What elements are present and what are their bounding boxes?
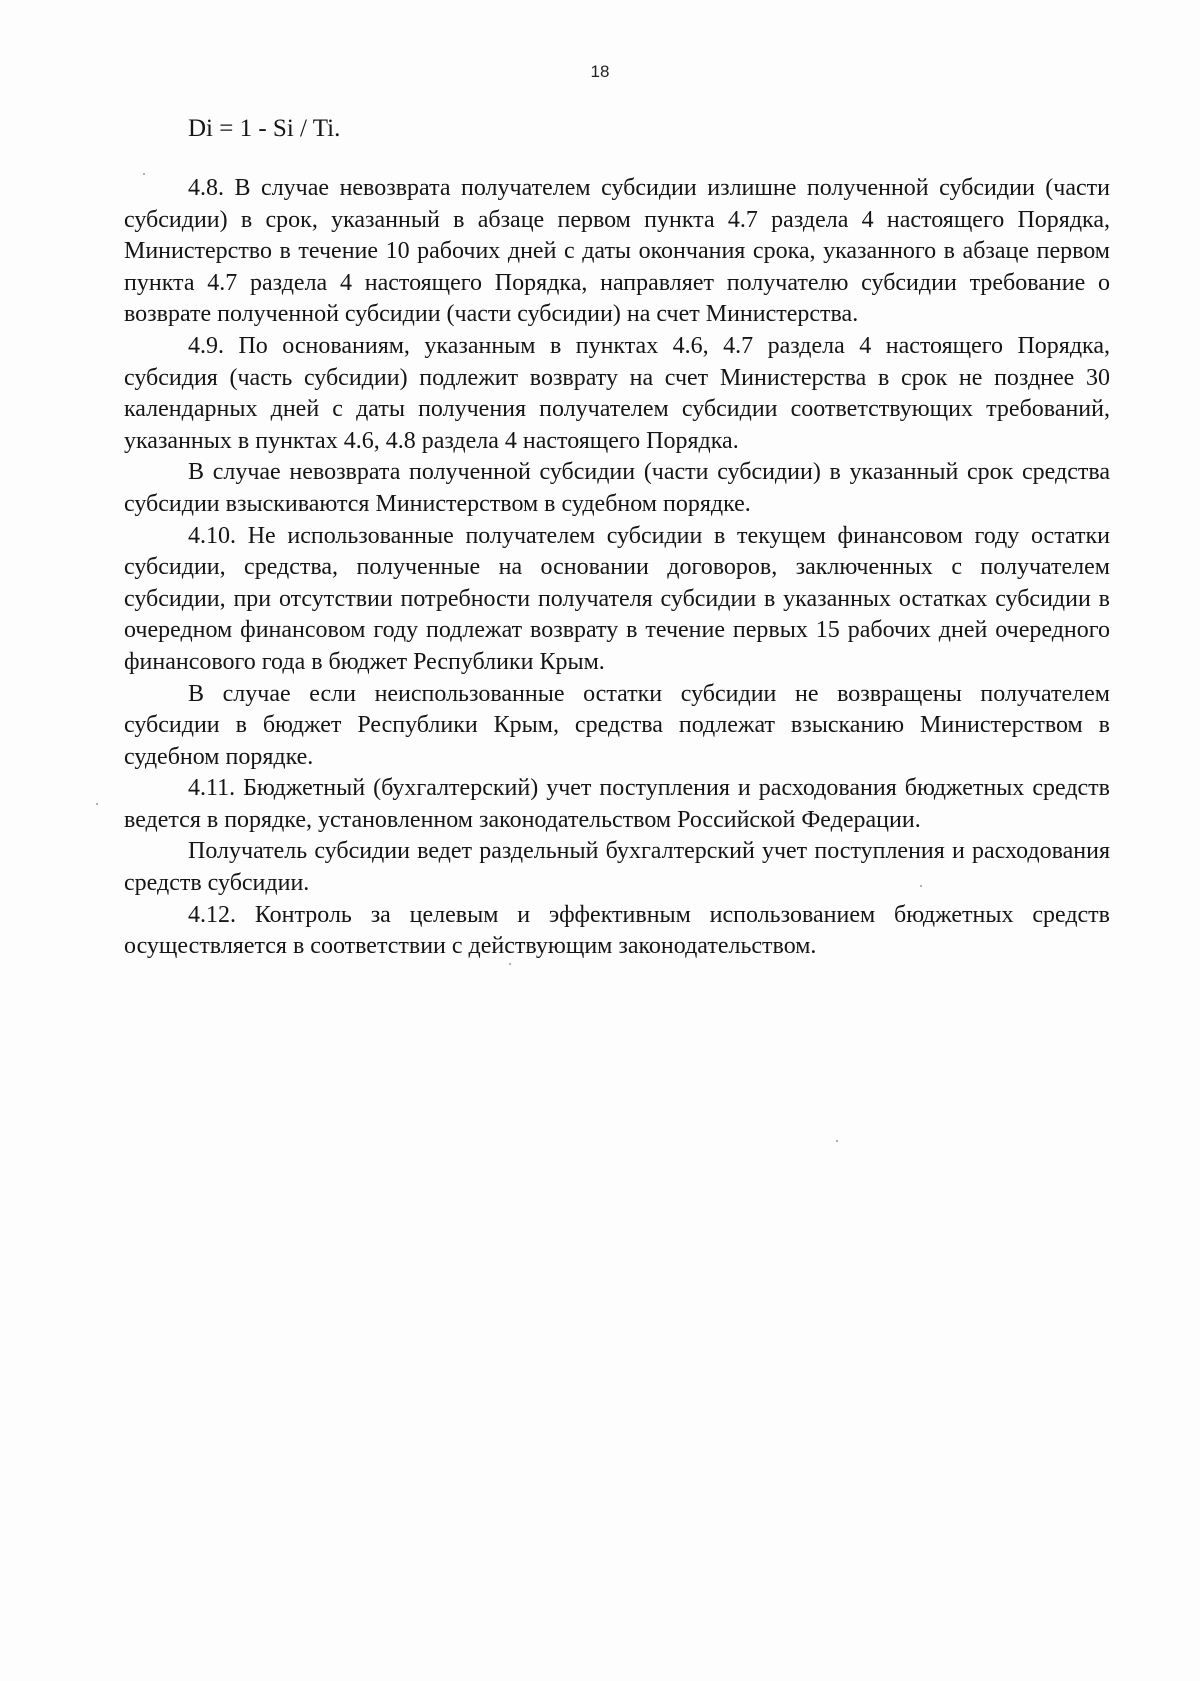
document-body <box>124 173 1110 963</box>
paragraph-4-8: 4.8. В случае невозврата получателем субсидии излишне полученной субсидии (части субсидии) в срок, указанный в абзаце первом пункта 4.7 раздела 4 настоящего Порядка, Министерство в течение 10 рабочих дней с даты окончания срока, указанного в абзаце первом пункта 4.7 раздела 4 настоящего Порядка, направляет получателю субсидии требование о возврате полученной субсидии (части субсидии) на счет Министерства. <box>124 175 1110 328</box>
paragraph-4-10: 4.10. Не использованные получателем субсидии в текущем финансовом году остатки субсидии, средства, полученные на основании договоров, заключенных с получателем субсидии, при отсутствии потребности получателя субсидии в указанных остатках субсидии в очередном финансовом году подлежат возврату в течение первых 15 рабочих дней очередного финансового года в бюджет Республики Крым. <box>124 522 1110 675</box>
paragraph-4-11: 4.11. Бюджетный (бухгалтерский) учет поступления и расходования бюджетных средств ведется в порядке, установленном законодательством Российской Федерации. <box>124 775 1110 833</box>
formula: Di = 1 - Si / Ti. <box>188 115 341 142</box>
paragraph-4-10-continuation: В случае если неиспользованные остатки субсидии не возвращены получателем субсидии в бюджет Республики Крым, средства подлежат взысканию Министерством в судебном порядке. <box>124 680 1110 770</box>
paragraph-4-11-continuation: Получатель субсидии ведет раздельный бухгалтерский учет поступления и расходования средств субсидии. <box>124 838 1110 897</box>
paragraph-4-9-continuation: В случае невозврата полученной субсидии (части субсидии) в указанный срок средства субсидии взыскиваются Министерством в судебном порядке. <box>124 459 1110 517</box>
paragraph-4-12: 4.12. Контроль за целевым и эффективным использованием бюджетных средств осуществляется в соответствии с действующим законодательством. <box>124 901 1110 960</box>
paragraph-4-9: 4.9. По основаниям, указанным в пунктах 4.6, 4.7 раздела 4 настоящего Порядка, субсидия (часть субсидии) подлежит возврату на счет Министерства в срок не позднее 30 календарных дней с даты получения получателем субсидии соответствующих требований, указанных в пунктах 4.6, 4.8 раздела 4 настоящего Порядка. <box>124 332 1110 454</box>
page-number: 18 <box>590 62 610 81</box>
